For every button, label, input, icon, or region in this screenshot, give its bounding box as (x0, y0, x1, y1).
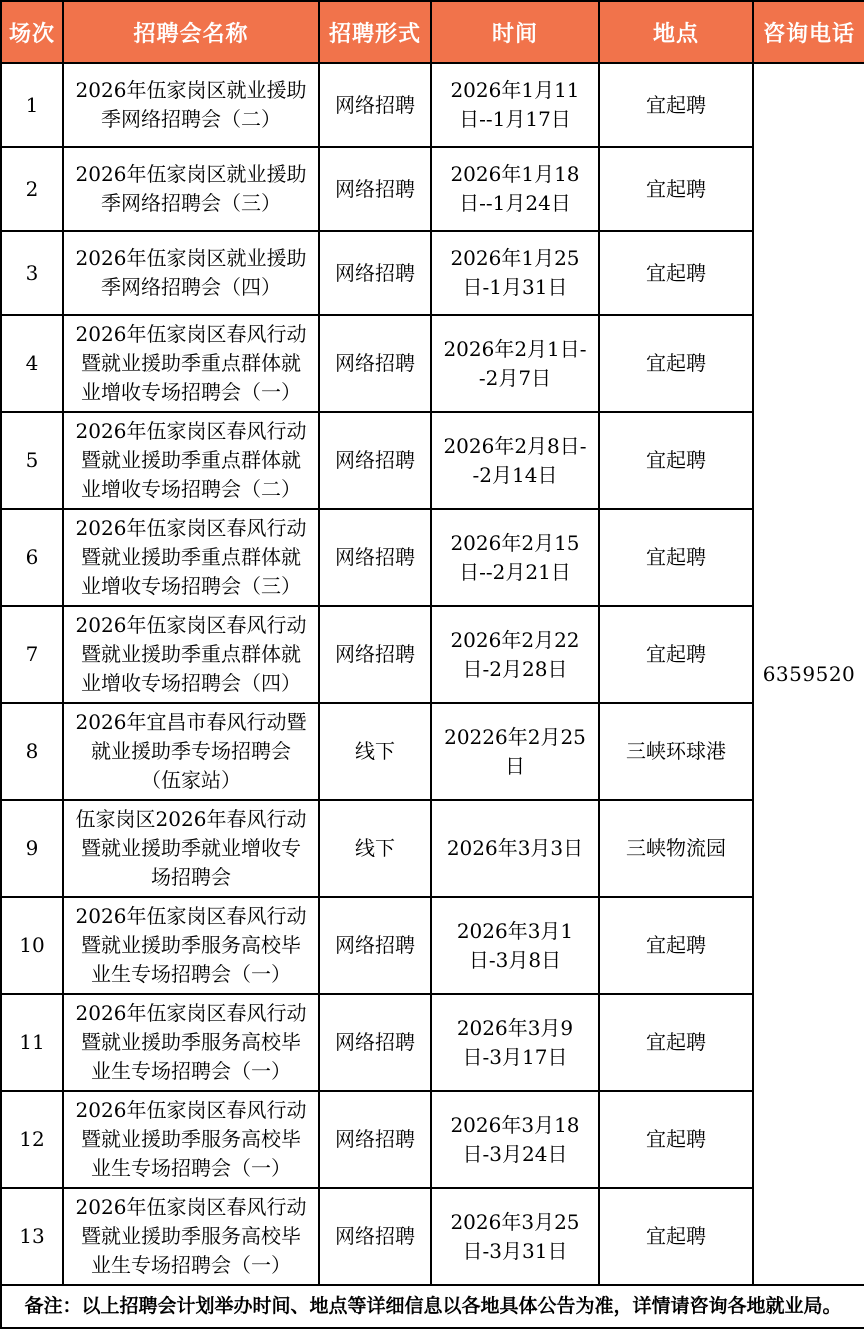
column-header-phone: 咨询电话 (753, 1, 864, 63)
fair-name-cell: 2026年伍家岗区春风行动暨就业援助季服务高校毕业生专场招聘会（一） (63, 1188, 319, 1285)
table-row (1, 412, 864, 509)
fair-name-cell: 2026年伍家岗区春风行动暨就业援助季重点群体就业增收专场招聘会（二） (63, 412, 319, 509)
table-row (1, 63, 864, 147)
location-cell: 宜起聘 (599, 509, 753, 606)
format-cell: 线下 (319, 703, 431, 800)
format-cell: 网络招聘 (319, 1188, 431, 1285)
session-cell: 4 (1, 315, 63, 412)
location-cell: 宜起聘 (599, 1091, 753, 1188)
session-cell: 13 (1, 1188, 63, 1285)
format-cell: 网络招聘 (319, 1091, 431, 1188)
time-cell: 2026年2月22日-2月28日 (431, 606, 599, 703)
fair-name-cell: 2026年伍家岗区春风行动暨就业援助季重点群体就业增收专场招聘会（一） (63, 315, 319, 412)
session-cell: 3 (1, 231, 63, 315)
table-row (1, 147, 864, 231)
time-cell: 2026年3月18日-3月24日 (431, 1091, 599, 1188)
format-cell: 线下 (319, 800, 431, 897)
time-cell: 2026年3月9日-3月17日 (431, 994, 599, 1091)
time-cell: 2026年2月8日--2月14日 (431, 412, 599, 509)
location-cell: 宜起聘 (599, 315, 753, 412)
location-cell: 宜起聘 (599, 1188, 753, 1285)
column-header-name: 招聘会名称 (63, 1, 319, 63)
format-cell: 网络招聘 (319, 606, 431, 703)
time-cell: 2026年3月3日 (431, 800, 599, 897)
table-row (1, 1091, 864, 1188)
format-cell: 网络招聘 (319, 412, 431, 509)
table-row (1, 897, 864, 994)
location-cell: 宜起聘 (599, 63, 753, 147)
format-cell: 网络招聘 (319, 63, 431, 147)
session-cell: 12 (1, 1091, 63, 1188)
time-cell: 2026年1月25日-1月31日 (431, 231, 599, 315)
fair-name-cell: 2026年伍家岗区春风行动暨就业援助季服务高校毕业生专场招聘会（一） (63, 994, 319, 1091)
fair-name-cell: 2026年伍家岗区就业援助季网络招聘会（三） (63, 147, 319, 231)
fair-name-cell: 2026年伍家岗区春风行动暨就业援助季重点群体就业增收专场招聘会（三） (63, 509, 319, 606)
session-cell: 11 (1, 994, 63, 1091)
format-cell: 网络招聘 (319, 231, 431, 315)
note-cell: 备注：以上招聘会计划举办时间、地点等详细信息以各地具体公告为准，详情请咨询各地就业局。 (1, 1285, 864, 1328)
column-header-time: 时间 (431, 1, 599, 63)
session-cell: 2 (1, 147, 63, 231)
table-row (1, 994, 864, 1091)
session-cell: 1 (1, 63, 63, 147)
location-cell: 宜起聘 (599, 412, 753, 509)
location-cell: 宜起聘 (599, 231, 753, 315)
table-row (1, 800, 864, 897)
format-cell: 网络招聘 (319, 897, 431, 994)
format-cell: 网络招聘 (319, 994, 431, 1091)
format-cell: 网络招聘 (319, 509, 431, 606)
session-cell: 9 (1, 800, 63, 897)
time-cell: 2026年3月25日-3月31日 (431, 1188, 599, 1285)
column-header-session: 场次 (1, 1, 63, 63)
fair-name-cell: 2026年宜昌市春风行动暨就业援助季专场招聘会（伍家站） (63, 703, 319, 800)
location-cell: 宜起聘 (599, 606, 753, 703)
format-cell: 网络招聘 (319, 315, 431, 412)
location-cell: 宜起聘 (599, 897, 753, 994)
table-row (1, 231, 864, 315)
session-cell: 6 (1, 509, 63, 606)
table-row (1, 703, 864, 800)
time-cell: 2026年1月18日--1月24日 (431, 147, 599, 231)
time-cell: 2026年2月1日--2月7日 (431, 315, 599, 412)
session-cell: 5 (1, 412, 63, 509)
time-cell: 2026年3月1日-3月8日 (431, 897, 599, 994)
fair-name-cell: 2026年伍家岗区就业援助季网络招聘会（二） (63, 63, 319, 147)
session-cell: 10 (1, 897, 63, 994)
phone-cell: 6359520 (753, 63, 864, 1285)
location-cell: 宜起聘 (599, 147, 753, 231)
session-cell: 7 (1, 606, 63, 703)
header-row (1, 1, 864, 63)
time-cell: 2026年1月11日--1月17日 (431, 63, 599, 147)
fair-name-cell: 2026年伍家岗区就业援助季网络招聘会（四） (63, 231, 319, 315)
fair-name-cell: 伍家岗区2026年春风行动暨就业援助季就业增收专场招聘会 (63, 800, 319, 897)
fair-name-cell: 2026年伍家岗区春风行动暨就业援助季重点群体就业增收专场招聘会（四） (63, 606, 319, 703)
session-cell: 8 (1, 703, 63, 800)
fair-name-cell: 2026年伍家岗区春风行动暨就业援助季服务高校毕业生专场招聘会（一） (63, 1091, 319, 1188)
note-row (1, 1285, 864, 1328)
column-header-location: 地点 (599, 1, 753, 63)
table-row (1, 315, 864, 412)
location-cell: 宜起聘 (599, 994, 753, 1091)
format-cell: 网络招聘 (319, 147, 431, 231)
time-cell: 2026年2月15日--2月21日 (431, 509, 599, 606)
column-header-format: 招聘形式 (319, 1, 431, 63)
location-cell: 三峡物流园 (599, 800, 753, 897)
time-cell: 20226年2月25日 (431, 703, 599, 800)
table-row (1, 1188, 864, 1285)
location-cell: 三峡环球港 (599, 703, 753, 800)
table-row (1, 606, 864, 703)
fair-name-cell: 2026年伍家岗区春风行动暨就业援助季服务高校毕业生专场招聘会（一） (63, 897, 319, 994)
table-row (1, 509, 864, 606)
